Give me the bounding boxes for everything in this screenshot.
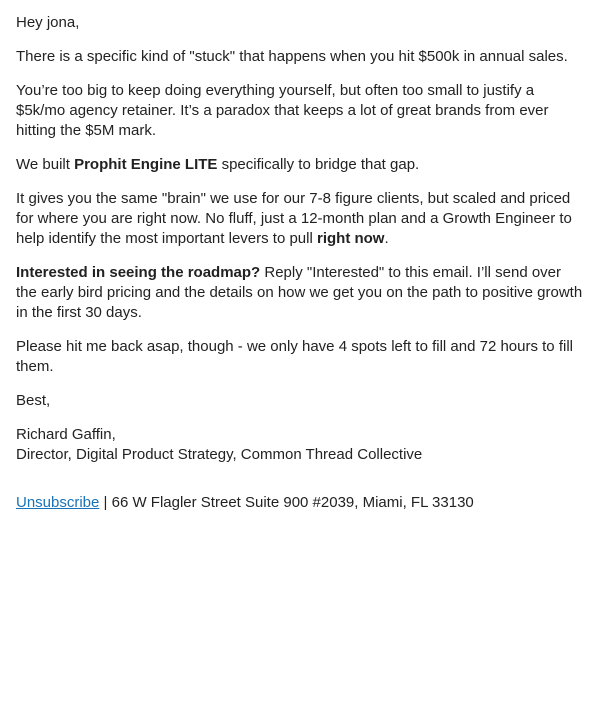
paragraph-paradox: You’re too big to keep doing everything yourself, but often too small to justify a $5k/mo agency retainer. It’s a paradox that keeps a lot of great brands from ever hitting the $5M mark. bbox=[16, 82, 549, 139]
signature bbox=[16, 425, 584, 465]
paragraph-intro: There is a specific kind of "stuck" that happens when you hit $500k in annual sales. bbox=[16, 48, 568, 65]
paragraph-offer-post: . bbox=[384, 230, 389, 247]
sender-title: Director, Digital Product Strategy, Common Thread Collective bbox=[16, 446, 423, 463]
email-footer bbox=[16, 493, 584, 513]
paragraph-offer bbox=[16, 189, 584, 249]
paragraph-product-post: specifically to bridge that gap. bbox=[217, 156, 420, 173]
paragraph-urgency: Please hit me back asap, though - we only have 4 spots left to fill and 72 hours to fill them. bbox=[16, 338, 573, 375]
greeting: Hey jona, bbox=[16, 14, 80, 31]
footer-separator: | bbox=[99, 494, 112, 511]
footer-address: 66 W Flagler Street Suite 900 #2039, Miami, FL 33130 bbox=[111, 494, 474, 511]
paragraph-product bbox=[16, 155, 584, 175]
unsubscribe-link[interactable]: Unsubscribe bbox=[16, 494, 100, 511]
signoff: Best, bbox=[16, 392, 51, 409]
paragraph-cta bbox=[16, 263, 584, 323]
sender-name: Richard Gaffin, bbox=[16, 426, 116, 443]
product-name: Prophit Engine LITE bbox=[74, 156, 218, 173]
cta-heading: Interested in seeing the roadmap? bbox=[16, 264, 261, 281]
paragraph-offer-pre: It gives you the same "brain" we use for our 7-8 figure clients, but scaled and priced for where you are right now. No fluff, just a 12-month plan and a Growth Engineer to help identify the most important levers to pull bbox=[16, 190, 572, 247]
offer-emphasis: right now bbox=[316, 230, 385, 247]
cta-text: Reply "Interested" to this email. I’ll send over the early bird pricing and the details on how we get you on the path to positive growth in the first 30 days. bbox=[16, 264, 583, 321]
paragraph-product-pre: We built bbox=[16, 156, 75, 173]
